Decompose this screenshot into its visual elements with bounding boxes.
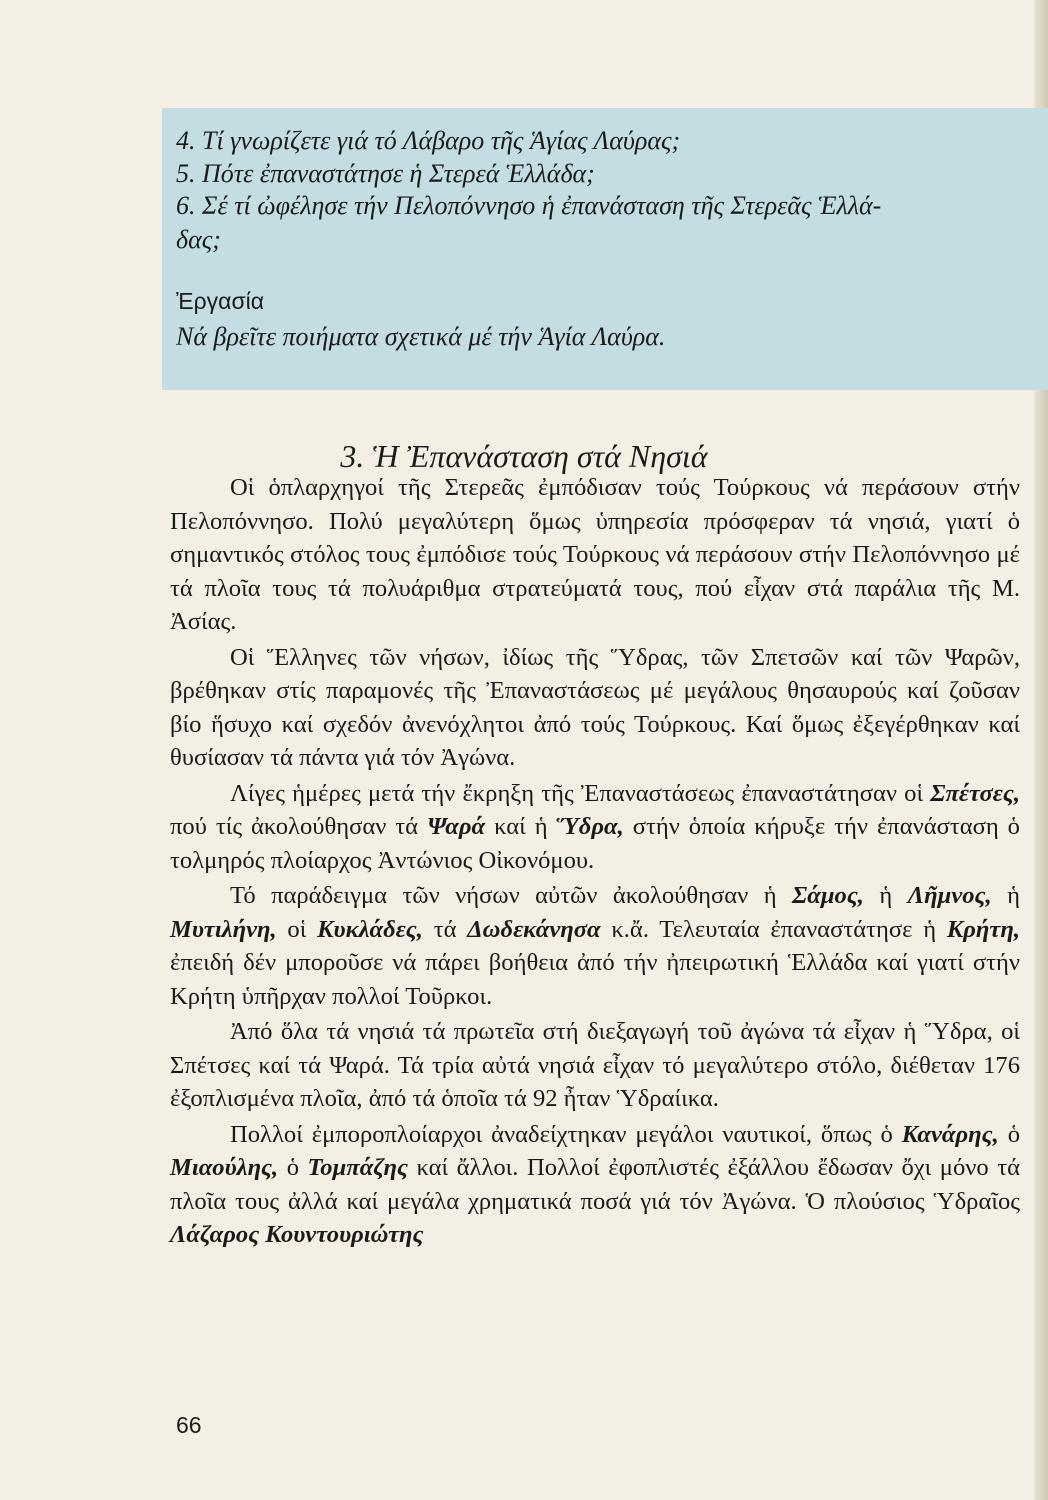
text-run: ὁ <box>278 1154 308 1181</box>
text-run: Τό παράδειγμα τῶν νήσων αὐτῶν ἀκολούθησαν ἡ <box>230 882 793 909</box>
question-6: 6. Σέ τί ὠφέλησε τήν Πελοπόννησο ἡ ἐπανάσταση τῆς Στερεᾶς Ἑλλά- <box>176 191 882 220</box>
place-psara: Ψαρά <box>427 813 486 840</box>
person-kountouriotis: Λάζαρος Κουντουριώτης <box>170 1221 424 1248</box>
place-mytilini: Μυτιλήνη, <box>170 915 277 943</box>
body-text <box>170 471 1020 1252</box>
section-heading: 3. Ἡ Ἐπανάσταση στά Νησιά <box>340 438 708 474</box>
person-kanaris: Κανάρης, <box>901 1120 999 1148</box>
text-run: στήν ὁποία κήρυξε τήν ἐπανάσταση ὁ τολμηρός πλοίαρχος Ἀντώνιος Οἰκονόμου. <box>170 813 1020 874</box>
exercise-label: Ἐργασία <box>176 288 265 314</box>
text-run: ἡ <box>991 882 1020 909</box>
question-5: 5. Πότε ἐπαναστάτησε ἡ Στερεά Ἑλλάδα; <box>176 159 595 188</box>
place-spetses: Σπέτσες, <box>930 779 1020 807</box>
text-run: ὁ <box>998 1120 1021 1148</box>
exercise-text: Νά βρεῖτε ποιήματα σχετικά μέ τήν Ἁγία Λαύρα. <box>176 322 666 351</box>
text-run: Πολλοί ἐμποροπλοίαρχοι ἀναδείχτηκαν μεγάλοι ναυτικοί, ὅπως ὁ <box>230 1120 902 1148</box>
question-4: 4. Τί γνωρίζετε γιά τό Λάβαρο τῆς Ἁγίας Λαύρας; <box>176 126 681 155</box>
text-run: καί ἡ <box>485 813 557 840</box>
text-run: πού τίς ἀκολούθησαν τά <box>170 813 427 840</box>
text-run: καί ἄλλοι. Πολλοί ἐφοπλιστές ἐξάλλου ἔδωσαν ὄχι μόνο τά πλοῖα τους ἀλλά καί μεγάλα χρηματικά ποσά γιά τόν Ἀγώνα. Ὁ πλούσιος Ὑδραῖος <box>170 1154 1020 1215</box>
person-tompazis: Τομπάζης <box>307 1154 408 1181</box>
person-miaoulis: Μιαούλης, <box>170 1154 279 1181</box>
place-ydra: Ὕδρα, <box>556 813 624 840</box>
text-run: οἱ <box>276 915 318 943</box>
place-kriti: Κρήτη, <box>946 915 1020 943</box>
place-samos: Σάμος, <box>792 882 864 909</box>
place-kyklades: Κυκλάδες, <box>317 915 423 943</box>
text-run: Λίγες ἡμέρες μετά τήν ἔκρηξη τῆς Ἐπαναστάσεως ἐπαναστάτησαν οἱ <box>230 779 931 807</box>
paragraph-6 <box>170 1118 1020 1252</box>
question-6-continued: δας; <box>176 225 221 254</box>
paragraph-3 <box>170 777 1020 878</box>
paragraph-1: Οἱ ὁπλαρχηγοί τῆς Στερεᾶς ἐμπόδισαν τούς Τούρκους νά περάσουν στήν Πελοπόννησο. Πολύ μεγαλύτερη ὅμως ὑπηρεσία πρόσφεραν τά νησιά, γιατί ὁ σημαντικός στόλος τους ἐμπόδισε τούς Τούρκους νά περάσουν στήν Πελοπόννησο μέ τά πλοῖα τους τά πολυάριθμα στρατεύματά τους, πού εἶχαν στά παράλια τῆς Μ. Ἀσίας. <box>170 474 1020 635</box>
paragraph-4 <box>170 879 1020 1013</box>
place-limnos: Λῆμνος, <box>907 882 992 909</box>
place-dodekanisa: Δωδεκάνησα <box>467 915 601 943</box>
paragraph-5: Ἀπό ὅλα τά νησιά τά πρωτεῖα στή διεξαγωγή τοῦ ἀγώνα τά εἶχαν ἡ Ὕδρα, οἱ Σπέτσες καί τά Ψαρά. Τά τρία αὐτά νησιά εἶχαν τό μεγαλύτερο στόλο, διέθεταν 176 ἐξοπλισμένα πλοῖα, ἀπό τά ὁποῖα τά 92 ἦταν Ὑδραίικα. <box>170 1018 1020 1112</box>
page-number: 66 <box>176 1412 202 1438</box>
text-run: ἡ <box>863 882 908 909</box>
text-run: ἐπειδή δέν μποροῦσε νά πάρει βοήθεια ἀπό τήν ἠπειρωτική Ἑλλάδα καί γιατί στήν Κρήτη ὑπῆρχαν πολλοί Τοῦρκοι. <box>170 949 1020 1010</box>
text-run: τά <box>422 915 468 943</box>
paragraph-2: Οἱ Ἕλληνες τῶν νήσων, ἰδίως τῆς Ὕδρας, τῶν Σπετσῶν καί τῶν Ψαρῶν, βρέθηκαν στίς παραμονές τῆς Ἐπαναστάσεως μέ μεγάλους θησαυρούς καί ζοῦσαν βίο ἥσυχο καί σχεδόν ἀνενόχλητοι ἀπό τούς Τούρκους. Καί ὅμως ἐξεγέρθηκαν καί θυσίασαν τά πάντα γιά τόν Ἀγώνα. <box>170 643 1020 771</box>
text-run: κ.ἄ. Τελευταία ἐπαναστάτησε ἡ <box>600 915 947 943</box>
